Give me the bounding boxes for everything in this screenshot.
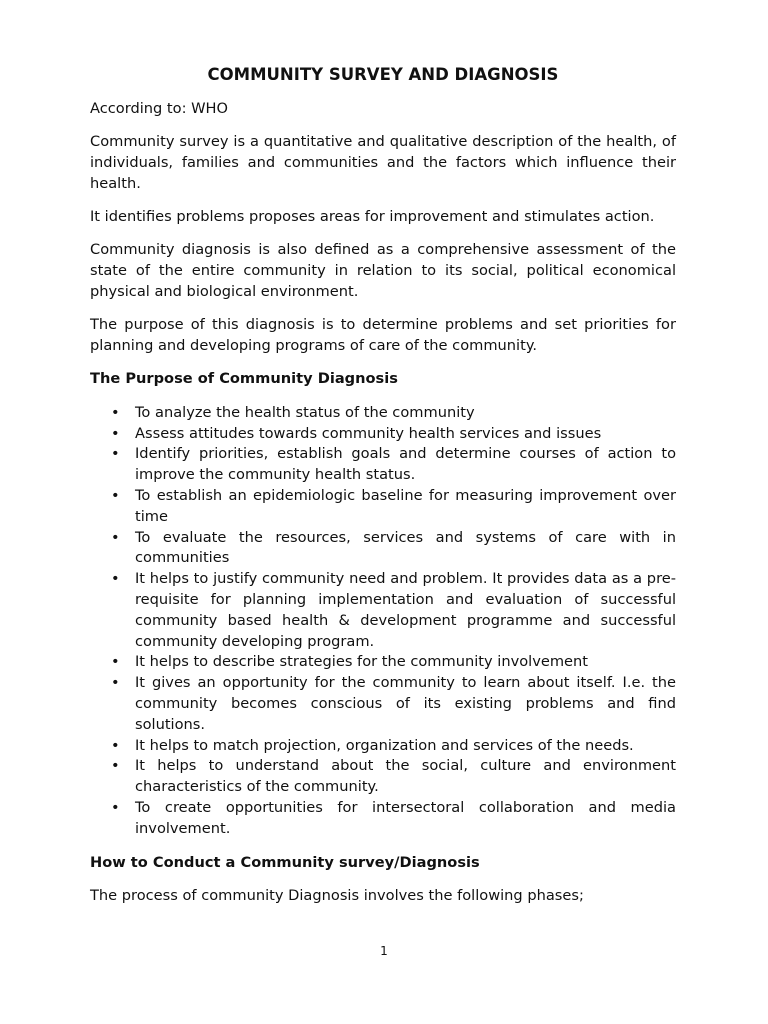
- list-item: [90, 652, 676, 673]
- bullet-icon: •: [111, 736, 120, 754]
- purpose-heading: The Purpose of Community Diagnosis: [90, 370, 398, 388]
- list-item-text: It helps to describe strategies for the community involvement: [135, 653, 588, 671]
- list-item-text: It gives an opportunity for the community to learn about itself. I.e. the community becomes conscious of its existing problems and find solutions.: [135, 674, 676, 733]
- paragraph-diagnosis-purpose: The purpose of this diagnosis is to determine problems and set priorities for planning and developing programs of care of the community.: [90, 316, 676, 355]
- paragraph-survey-definition: Community survey is a quantitative and qualitative description of the health, of individuals, families and communities and the factors which influence their health.: [90, 133, 676, 192]
- list-item-text: To create opportunities for intersectoral collaboration and media involvement.: [135, 798, 676, 837]
- list-item: [90, 486, 676, 528]
- bullet-icon: •: [111, 653, 120, 671]
- bullet-icon: •: [111, 528, 120, 546]
- bullet-icon: •: [111, 486, 120, 504]
- conduct-intro: The process of community Diagnosis involves the following phases;: [90, 886, 584, 904]
- bullet-icon: •: [111, 757, 120, 775]
- list-item: [90, 528, 676, 570]
- list-item: [90, 756, 676, 798]
- list-item: [90, 569, 676, 652]
- bullet-icon: •: [111, 570, 120, 588]
- list-item-text: Assess attitudes towards community health services and issues: [135, 424, 602, 442]
- purpose-list: [90, 403, 676, 840]
- list-item-text: Identify priorities, establish goals and determine courses of action to improve the community health status.: [135, 445, 676, 484]
- list-item: [90, 424, 676, 445]
- page-number: 1: [380, 944, 388, 958]
- bullet-icon: •: [111, 674, 120, 692]
- list-item: [90, 444, 676, 486]
- document-page: [90, 64, 676, 919]
- conduct-heading: How to Conduct a Community survey/Diagnosis: [90, 853, 480, 871]
- paragraph-identifies-problems: It identifies problems proposes areas for improvement and stimulates action.: [90, 208, 655, 226]
- according-to-line: According to: WHO: [90, 100, 229, 117]
- paragraph-diagnosis-definition: Community diagnosis is also defined as a comprehensive assessment of the state of the entire community in relation to its social, political economical physical and biological environment.: [90, 241, 676, 301]
- document-title: COMMUNITY SURVEY AND DIAGNOSIS: [207, 65, 559, 84]
- list-item-text: It helps to match projection, organization and services of the needs.: [135, 736, 634, 754]
- bullet-icon: •: [111, 403, 120, 421]
- list-item: [90, 736, 676, 757]
- list-item: [90, 798, 676, 840]
- bullet-icon: •: [111, 798, 120, 816]
- bullet-icon: •: [111, 445, 120, 463]
- list-item-text: To analyze the health status of the community: [135, 403, 475, 421]
- list-item-text: It helps to understand about the social, culture and environment characteristics of the community.: [135, 757, 676, 796]
- list-item-text: It helps to justify community need and problem. It provides data as a pre-requisite for planning implementation and evaluation of successful community based health & development programme and successful community developing program.: [135, 570, 676, 650]
- list-item: [90, 403, 676, 424]
- list-item-text: To evaluate the resources, services and systems of care with in communities: [135, 528, 676, 567]
- list-item-text: To establish an epidemiologic baseline for measuring improvement over time: [135, 486, 676, 525]
- bullet-icon: •: [111, 424, 120, 442]
- list-item: [90, 673, 676, 735]
